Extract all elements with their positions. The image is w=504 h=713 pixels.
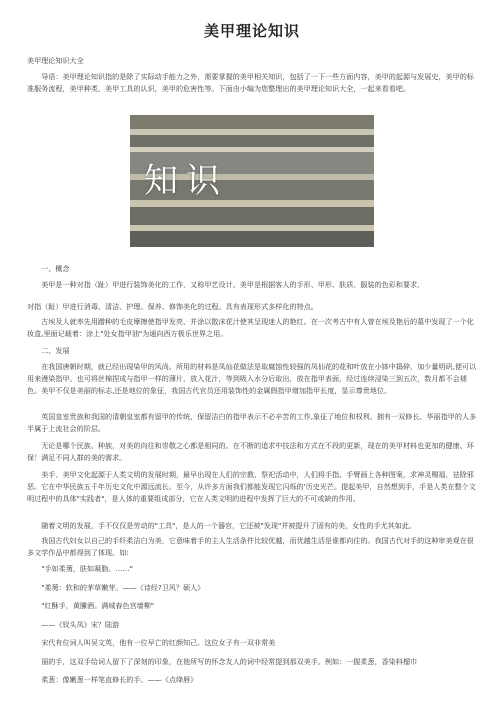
quote-line: 丽的手，这双手给词人留下了深刻的印象，在他所写的怀念友人的词中经常提到那双美手。例如：一握柔葱，香染料榴巾: [41, 657, 418, 666]
book-spine: [130, 115, 374, 129]
quote-line: 宋代有位词人叫吴文英，他有一位早亡的红颜知己。这位女子有一双非常美: [41, 638, 276, 647]
paragraph: 我国古代妇女以自己的手纤柔洁白为美，它意味着手的主人生活条件比较优越，而优越生活是谁都向往的。我国古代对手的这种审美观在很多文学作品中都得到了体现。如:: [27, 536, 474, 557]
section-heading: 二、发展: [41, 346, 70, 355]
paragraph: 美甲是一种对指（趾）甲进行装饰美化的工作，又称甲艺设计。美甲是根据客人的手形、甲形、肤质、服装的色彩和要求，: [41, 280, 425, 289]
paragraph: 随着文明的发展，手不仅仅是劳动的"工具"，是人的一个器官，它还被"发现"并被提升了固有的美，女性的手尤其如此。: [41, 521, 417, 530]
books-hero-image: [130, 115, 374, 247]
paragraph: 美手、美甲文化起源于人类文明的发展时期，最早出现在人们的宗教、祭祀活动中，人们将手指、手臂画上各种图案，求神灵赐福，祛除邪恶。它在中华民族五千年历史文化中源远流长。至今，从许多方面我们都能发现它闪烁的'历史光芒。提起美甲，自然想到手，手是人类在整个文明过程中的具体"实践者"，是人体的重要组成部分，它在人类文明的进程中发挥了巨大的不可或缺的作用。: [27, 470, 476, 503]
paragraph: 对指（趾）甲进行消毒、清洁、护理、保养、修饰美化的过程。具有表现形式多样化的特点。: [27, 302, 318, 311]
document-subtitle: 美甲理论知识大全: [27, 56, 84, 65]
book-spine: [130, 207, 374, 225]
quote-line: "柔荑：软和的茅草嫩芽。——《诗经?卫风？硕人》: [41, 583, 205, 592]
paragraph: 英国皇室贵族和我国的清朝皇室都有留甲的传统，保留洁白的指甲表示不必辛苦的工作,象征了地位和权利。拥有一双修长、华丽指甲的人多半属于上流社会的阶层。: [27, 412, 477, 433]
intro-paragraph: 导语：美甲理论知识指的是除了实际动手能力之外，需要掌握的美甲相关知识，包括了一下一些方面内容，美甲的起源与发展史，美甲的标准服务流程，美甲种类，美甲工具的认识，美甲的危害性等。下面由小编为您整理出的美甲理论知识大全，一起来看看吧。: [27, 72, 474, 93]
book-spine: [130, 135, 374, 147]
paragraph: 在我国唐朝时期，就已经出现染甲的风尚。所用的材料是凤仙花做法是取腐蚀性较强的凤仙花的花和叶放在小钵中捣碎，加少量明矾,便可以用来漫染指甲。也可将丝棉捏成与指甲一样的薄片，放入花汁，等到吸入水分后取出，放在指甲表面，经过连续浸染三到五次，数月都不会褪色。美甲不仅是美丽的标志,还是地位的象征，我国古代官员还用装饰性的金属假指甲增加指甲长度，显示尊贵地位。: [27, 362, 477, 395]
hero-caption: 知识: [144, 161, 228, 201]
quote-line: "手如柔荑，肤如凝脂。……": [41, 564, 133, 573]
paragraph: 无论是哪个民族、种族，对美的向往和崇敬之心都是相同的。在不断的追求中技法和方式在不段的更新，现在的美甲材料也更加的健康、环保！满足不同人群的美的需求。: [27, 441, 474, 462]
section-heading: 一、概念: [41, 264, 70, 273]
quote-line: ——《钗头凤》宋？陆游: [41, 620, 120, 629]
document-title: 美甲理论知识: [203, 22, 300, 40]
paragraph: 古埃及人就率先用蹭种的毛皮摩擦使指甲发亮，并涂以散沫花汁使其呈现迷人的艳红。在一次考古中有人曾在埃及艳后的墓中发现了一个化妆盒,里面记载着：涂上"处女指甲油"为通向西方极乐世界之用。: [27, 317, 474, 338]
quote-line: 柔葱：像嫩葱一样笔直修长的手。——《点绛唇》: [41, 675, 198, 684]
quote-line: "红酥手，黄縢酒。满城春色宫墙柳": [41, 601, 155, 610]
book-spine: [130, 231, 374, 247]
